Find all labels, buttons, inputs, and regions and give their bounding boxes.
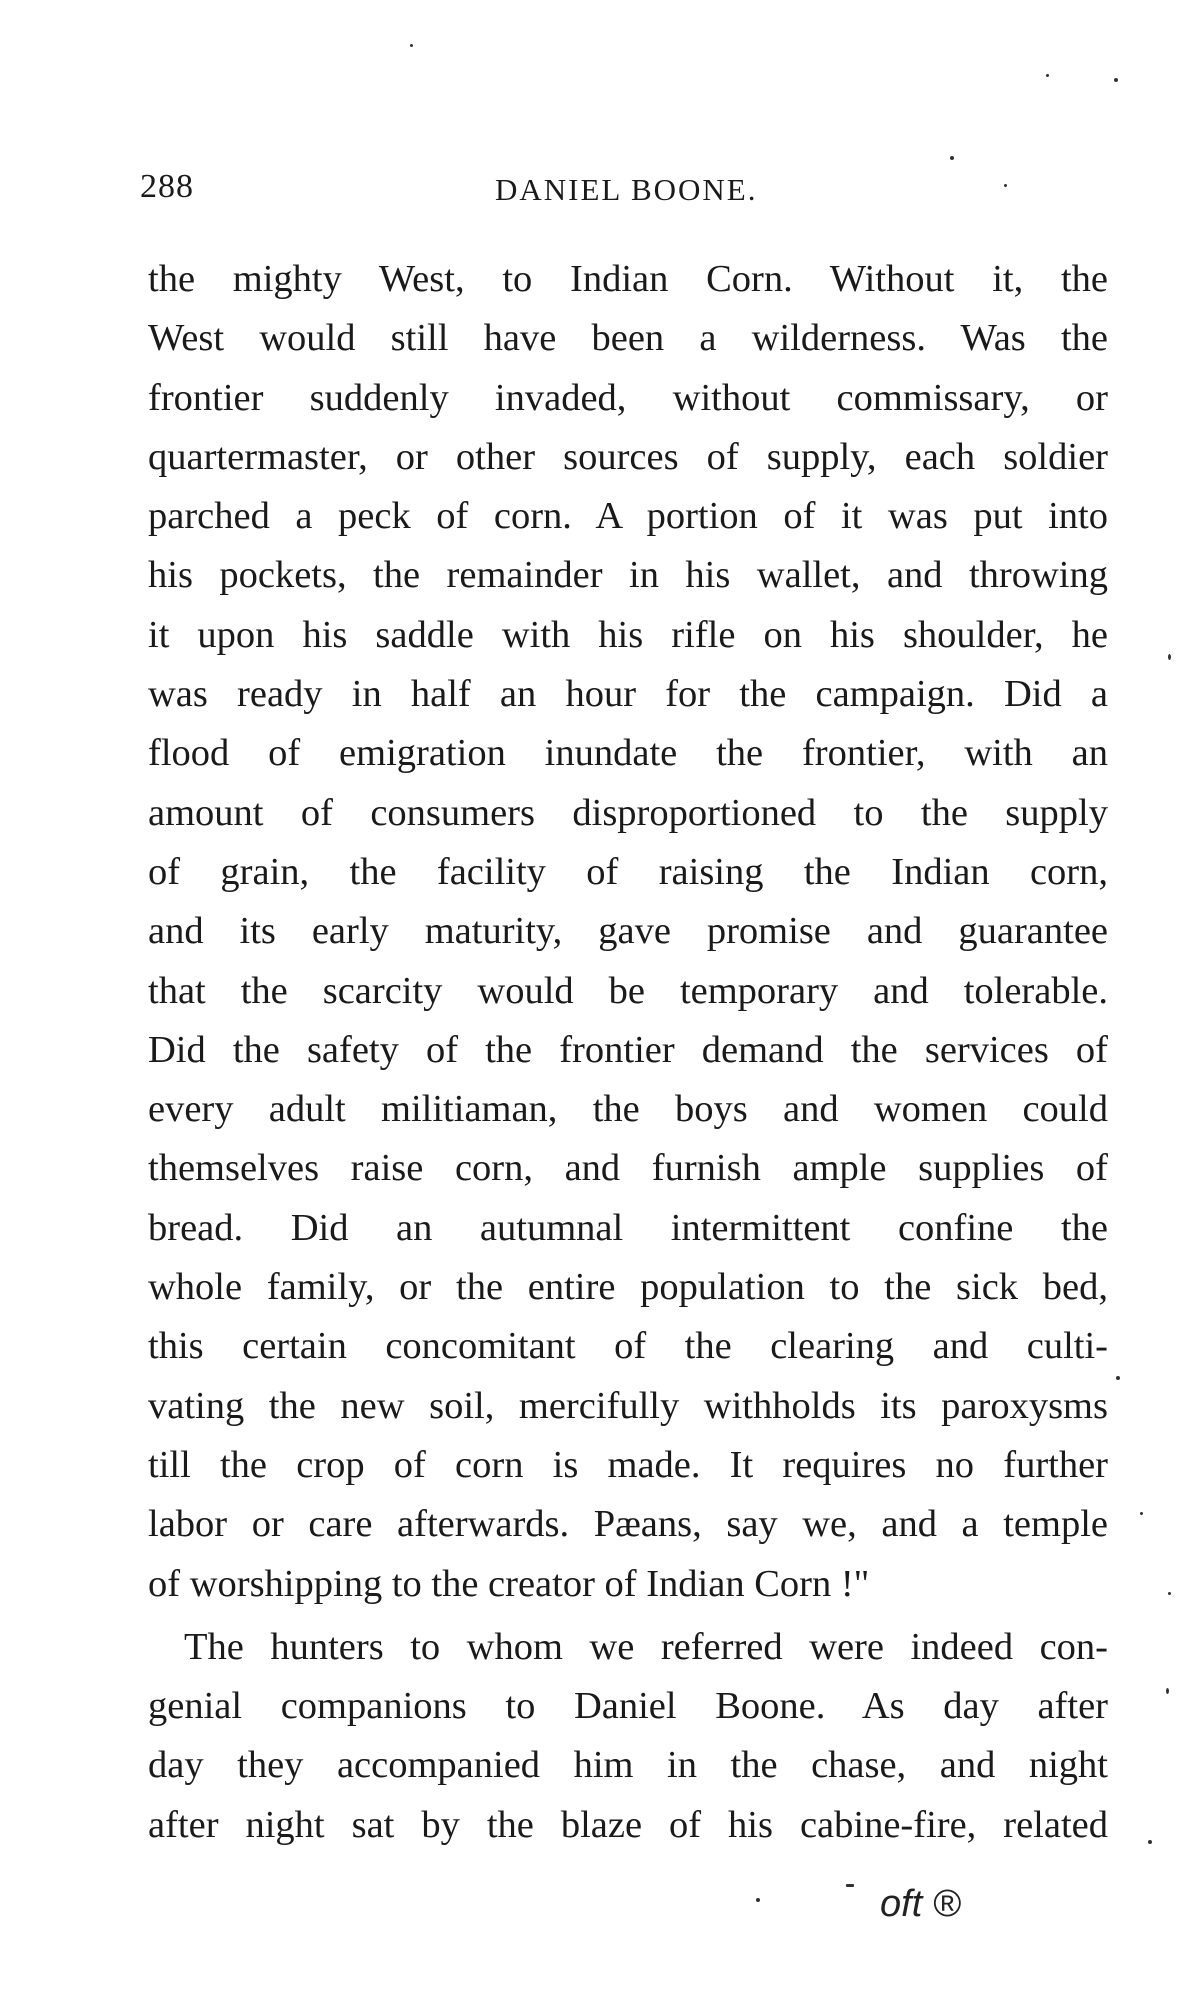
scan-speck — [410, 44, 413, 47]
text-line: it upon his saddle with his rifle on his shoulder, he — [148, 613, 1108, 656]
text-line: bread. Did an autumnal intermittent confine the — [148, 1206, 1108, 1249]
scan-speck — [1114, 78, 1118, 82]
scan-speck — [1168, 654, 1171, 660]
scan-speck — [1140, 1512, 1143, 1515]
text-line: that the scarcity would be temporary and tolerable. — [148, 969, 1108, 1012]
body-text — [148, 250, 1108, 1855]
text-line: amount of consumers disproportioned to the supply — [148, 791, 1108, 834]
text-line: till the crop of corn is made. It requires no further — [148, 1443, 1108, 1486]
text-line: labor or care afterwards. Pæans, say we, and a temple — [148, 1503, 1108, 1546]
scan-speck — [1116, 1376, 1120, 1380]
text-line: parched a peck of corn. A portion of it was put into — [148, 495, 1108, 538]
text-line: themselves raise corn, and furnish ample supplies of — [148, 1147, 1108, 1190]
text-line: his pockets, the remainder in his wallet, and throwing — [148, 554, 1108, 597]
text-line: frontier suddenly invaded, without commissary, or — [148, 376, 1108, 419]
text-line: every adult militiaman, the boys and women could — [148, 1088, 1108, 1131]
page-number: 288 — [140, 168, 194, 205]
scan-speck — [1148, 1840, 1152, 1844]
scan-speck — [1046, 74, 1049, 77]
scan-speck — [756, 1898, 760, 1902]
text-line: of grain, the facility of raising the Indian corn, — [148, 850, 1108, 893]
text-line: West would still have been a wilderness. Was the — [148, 317, 1108, 360]
text-line: the mighty West, to Indian Corn. Without it, the — [148, 258, 1108, 300]
scan-speck — [950, 156, 954, 160]
footer-watermark: oft ® — [880, 1883, 961, 1925]
page-header — [140, 168, 1040, 218]
scan-speck — [846, 1884, 854, 1887]
text-line: Did the safety of the frontier demand the services of — [148, 1028, 1108, 1071]
paragraph-2 — [148, 1618, 1108, 1855]
text-line: flood of emigration inundate the frontier, with an — [148, 732, 1108, 775]
text-line: whole family, or the entire population to the sick bed, — [148, 1266, 1108, 1309]
scan-speck — [1168, 1592, 1171, 1595]
text-line: this certain concomitant of the clearing and culti- — [148, 1325, 1108, 1368]
scan-speck — [1166, 1688, 1169, 1694]
text-line: quartermaster, or other sources of supply, each soldier — [148, 435, 1108, 478]
text-line: was ready in half an hour for the campaign. Did a — [148, 673, 1108, 716]
text-line: vating the new soil, mercifully withholds its paroxysms — [148, 1384, 1108, 1427]
text-line: The hunters to whom we referred were indeed con- — [184, 1625, 1108, 1668]
text-line: genial companions to Daniel Boone. As day after — [148, 1685, 1108, 1728]
running-title: DANIEL BOONE. — [495, 172, 758, 207]
text-line: after night sat by the blaze of his cabine-fire, related — [148, 1803, 1108, 1846]
paragraph-1 — [148, 250, 1108, 1614]
scan-speck — [1004, 184, 1007, 187]
text-line: day they accompanied him in the chase, and night — [148, 1744, 1108, 1787]
text-line: of worshipping to the creator of Indian Corn !" — [148, 1562, 870, 1605]
text-line: and its early maturity, gave promise and guarantee — [148, 910, 1108, 953]
